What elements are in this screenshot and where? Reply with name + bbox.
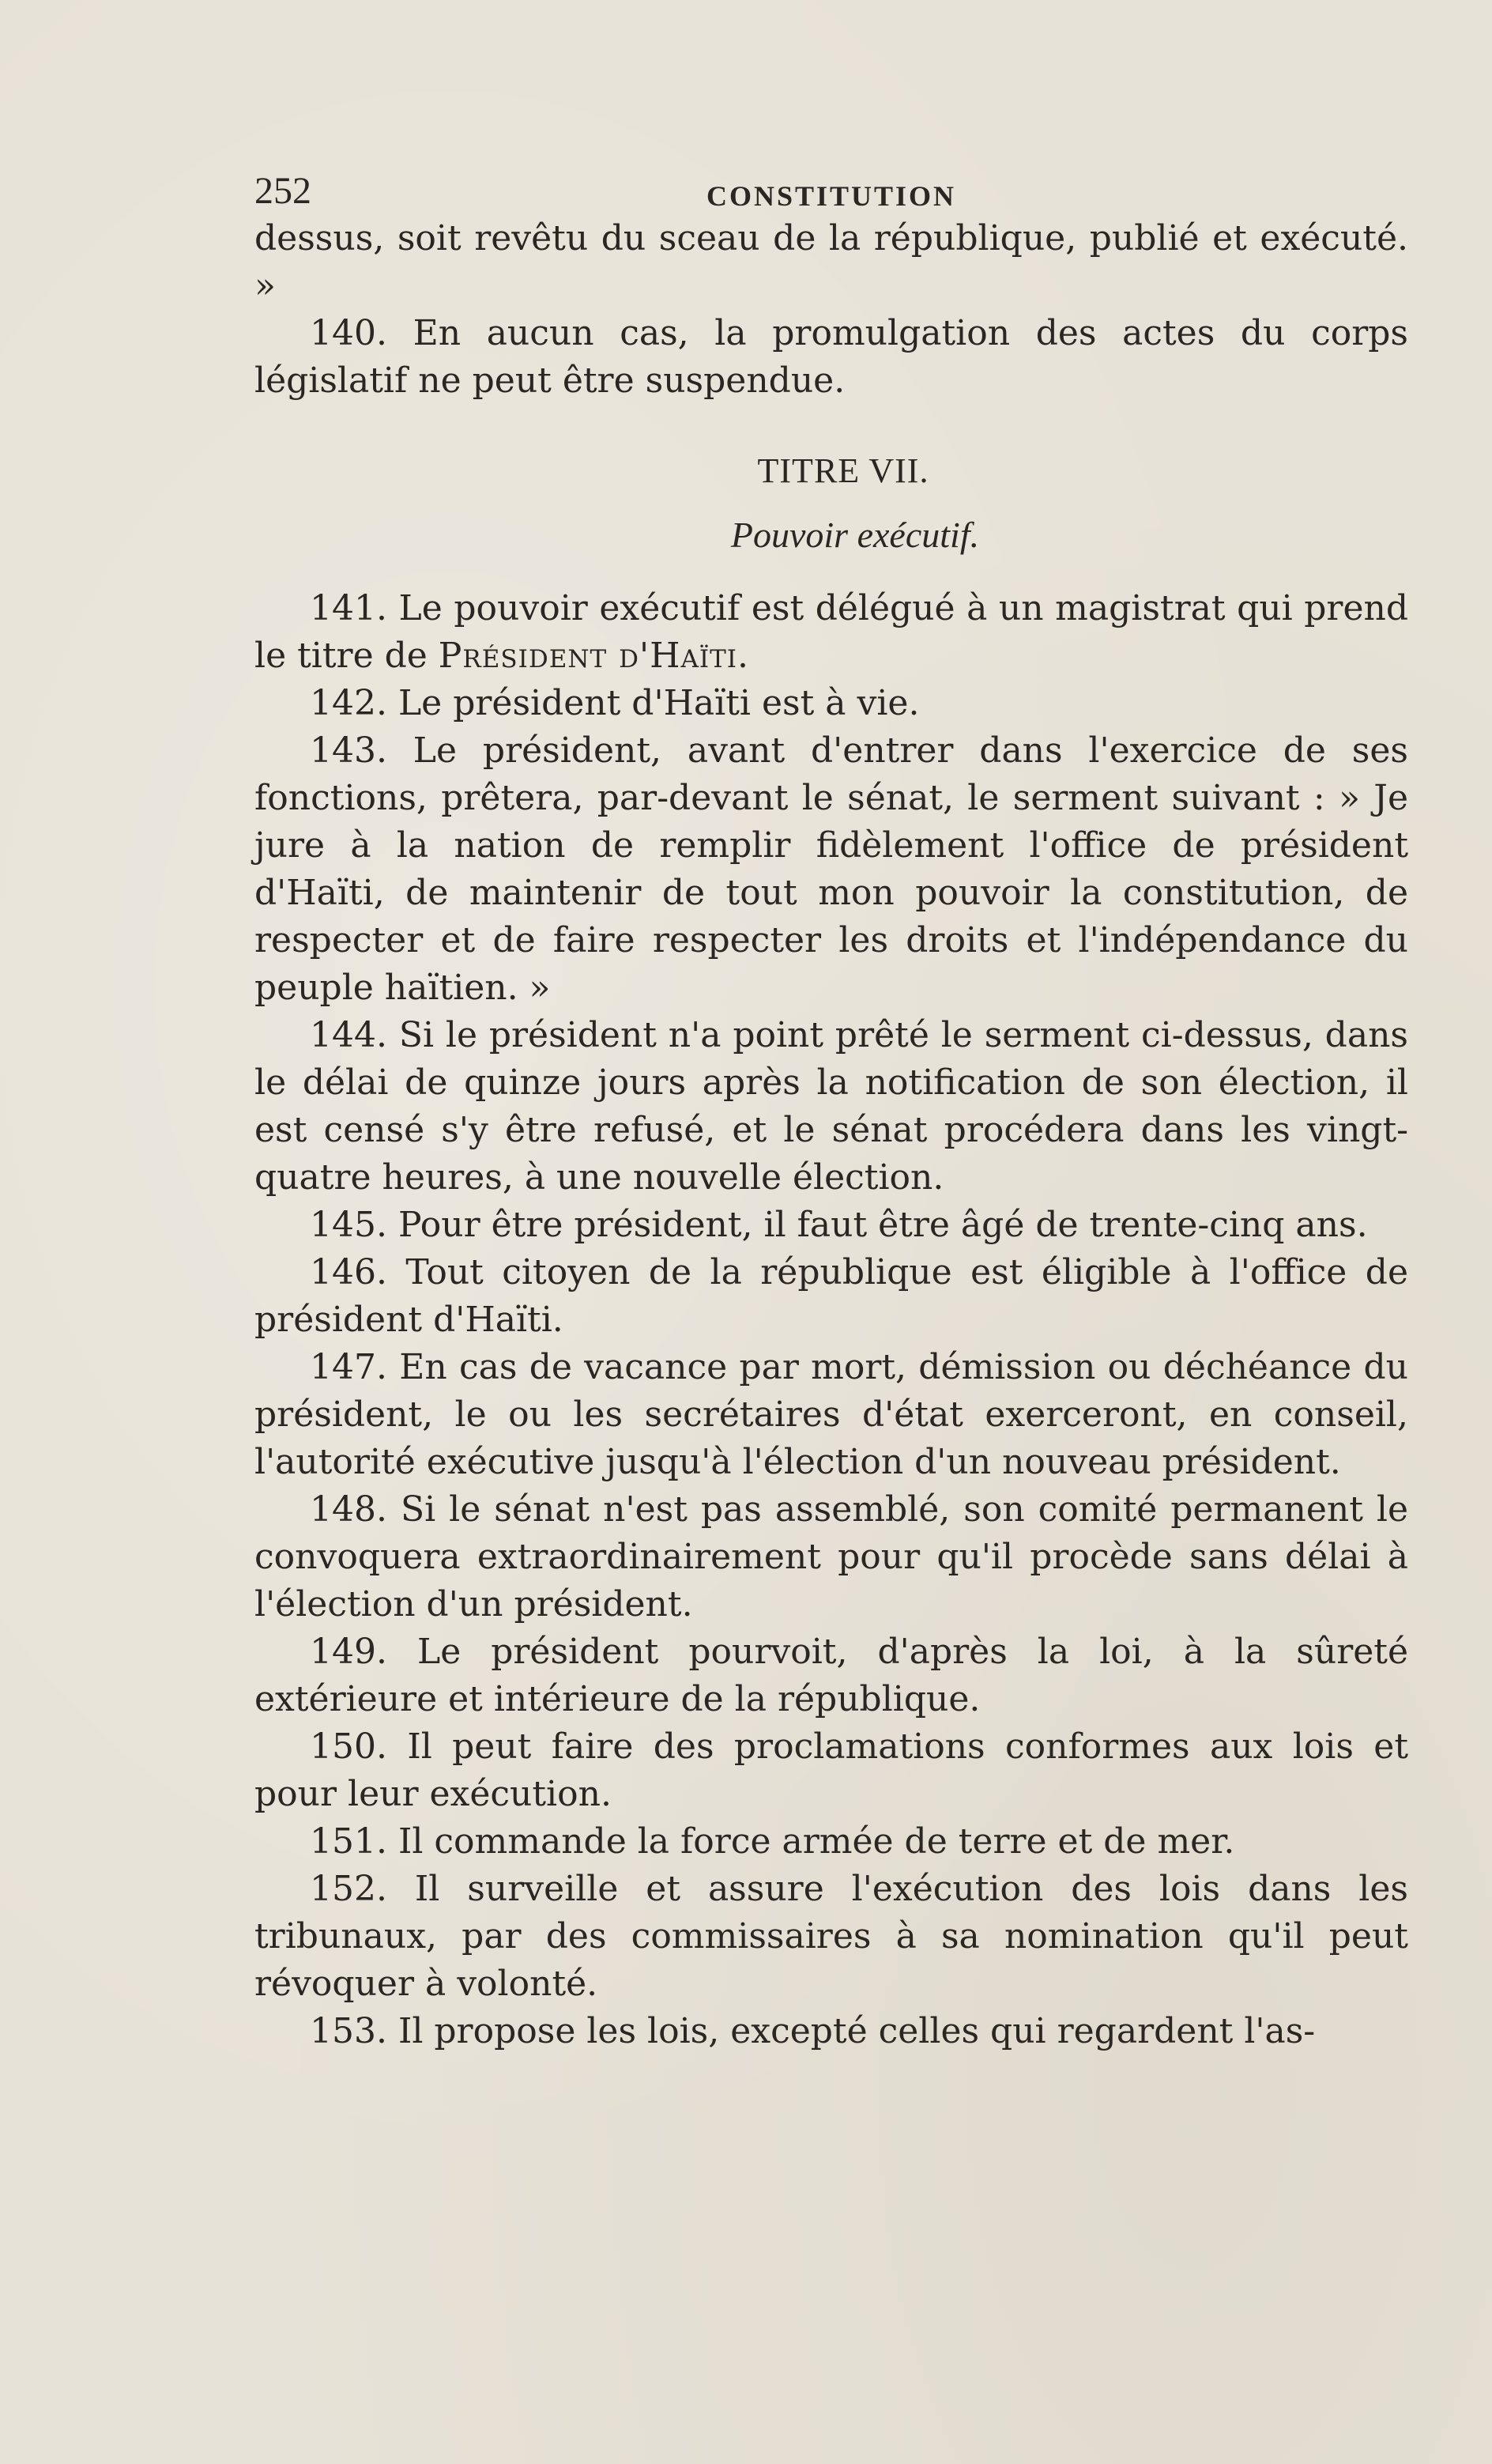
section-subtitle: Pouvoir exécutif.	[730, 515, 980, 555]
running-title: CONSTITUTION	[706, 180, 957, 212]
article-146: 146. Tout citoyen de la république est éligible à l'office de président d'Haïti.	[254, 1252, 1408, 1340]
spacer	[254, 566, 1408, 585]
page-text-block	[254, 168, 1408, 2055]
title-heading: TITRE VII.	[757, 451, 929, 490]
article-153: 153. Il propose les lois, excepté celles qui regardent l'as-	[310, 2011, 1316, 2051]
page-number: 252	[254, 170, 311, 212]
article-151: 151. Il commande la force armée de terre et de mer.	[310, 1821, 1235, 1862]
article-148: 148. Si le sénat n'est pas assemblé, son comité permanent le convoquera extraordinairement pour qu'il procède sans délai à l'élection d'un président.	[254, 1489, 1408, 1624]
article-140: 140. En aucun cas, la promulgation des actes du corps législatif ne peut être suspendue.	[254, 313, 1408, 401]
article-152: 152. Il surveille et assure l'exécution des lois dans les tribunaux, par des commissaires à sa nomination qu'il peut révoquer à volonté.	[254, 1869, 1408, 2004]
article-150: 150. Il peut faire des proclamations conformes aux lois et pour leur exécution.	[254, 1726, 1408, 1814]
article-149: 149. Le président pourvoit, d'après la loi, à la sûreté extérieure et intérieure de la république.	[254, 1632, 1408, 1719]
article-144: 144. Si le président n'a point prêté le serment ci-dessus, dans le délai de quinze jours après la notification de son élection, il est censé s'y être refusé, et le sénat procédera dans les vingt-quatre heures, à une nouvelle élection.	[254, 1015, 1408, 1198]
article-143: 143. Le président, avant d'entrer dans l'exercice de ses fonctions, prêtera, par-devant le sénat, le serment suivant : » Je jure à la nation de remplir fidèlement l'office de président d'Haïti, de maintenir de tout mon pouvoir la constitution, de respecter et de faire respecter les droits et l'indépendance du peuple haïtien. »	[254, 730, 1408, 1008]
article-141-text: 141. Le pouvoir exécutif est délégué à un magistrat qui prend le titre de	[254, 588, 1408, 676]
article-141-president-title: Président d'Haïti.	[438, 636, 749, 676]
article-147: 147. En cas de vacance par mort, démission ou déchéance du président, le ou les secrétaires d'état exerceront, en conseil, l'autorité exécutive jusqu'à l'élection d'un nouveau président.	[254, 1347, 1408, 1482]
running-head	[254, 168, 1408, 215]
article-142: 142. Le président d'Haïti est à vie.	[310, 683, 920, 723]
article-145: 145. Pour être président, il faut être âgé de trente-cinq ans.	[310, 1205, 1368, 1245]
article-141	[254, 585, 1408, 680]
continuation-paragraph: dessus, soit revêtu du sceau de la république, publié et exécuté. »	[254, 218, 1408, 306]
